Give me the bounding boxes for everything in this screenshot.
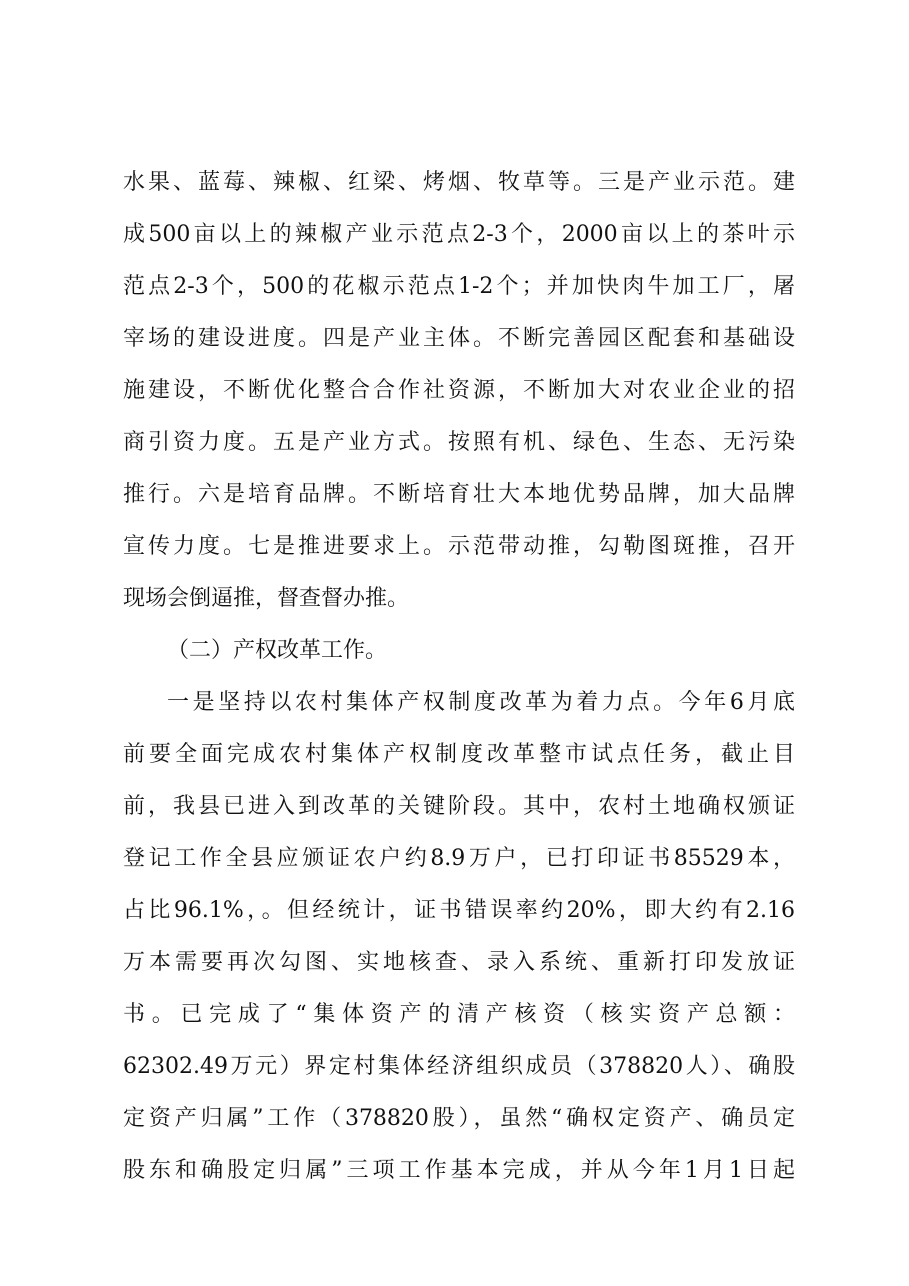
paragraph-line: 前，我县已进入到改革的关键阶段。其中，农村土地确权颁证 — [123, 794, 795, 819]
paragraph-line: 万本需要再次勾图、实地核查、录入系统、重新打印发放证 — [123, 950, 795, 975]
paragraph-line: 前要全面完成农村集体产权制度改革整市试点任务，截止目 — [123, 742, 795, 767]
paragraph-line: 登记工作全县应颁证农户约8.9万户，已打印证书85529本， — [123, 846, 795, 871]
paragraph-line: 一是坚持以农村集体产权制度改革为着力点。今年6月底 — [167, 690, 795, 715]
paragraph-line: 成500亩以上的辣椒产业示范点2-3个，2000亩以上的茶叶示 — [123, 222, 795, 247]
paragraph-line: 施建设，不断优化整合合作社资源，不断加大对农业企业的招 — [123, 378, 795, 403]
paragraph-line: 现场会倒逼推，督查督办推。 — [123, 586, 410, 611]
paragraph-line: 定资产归属”工作（378820股），虽然“确权定资产、确员定 — [123, 1106, 795, 1131]
paragraph-line: 推行。六是培育品牌。不断培育壮大本地优势品牌，加大品牌 — [123, 482, 795, 507]
paragraph-line: 股东和确股定归属”三项工作基本完成，并从今年1月1日起 — [123, 1158, 795, 1183]
paragraph-line: 宰场的建设进度。四是产业主体。不断完善园区配套和基础设 — [123, 326, 795, 351]
section-heading: （二）产权改革工作。 — [167, 638, 388, 663]
paragraph-line: 宣传力度。七是推进要求上。示范带动推，勾勒图斑推，召开 — [123, 534, 795, 559]
paragraph-line: 书。已完成了“集体资产的清产核资（核实资产总额： — [123, 1002, 795, 1027]
paragraph-line: 范点2-3个，500的花椒示范点1-2个；并加快肉牛加工厂，屠 — [123, 274, 795, 299]
paragraph-line: 水果、蓝莓、辣椒、红梁、烤烟、牧草等。三是产业示范。建 — [123, 170, 795, 195]
paragraph-line: 商引资力度。五是产业方式。按照有机、绿色、生态、无污染 — [123, 430, 795, 455]
paragraph-line: 62302.49万元）界定村集体经济组织成员（378820人）、确股 — [123, 1054, 795, 1079]
paragraph-line: 占比96.1%，。但经统计，证书错误率约20%，即大约有2.16 — [123, 898, 795, 923]
